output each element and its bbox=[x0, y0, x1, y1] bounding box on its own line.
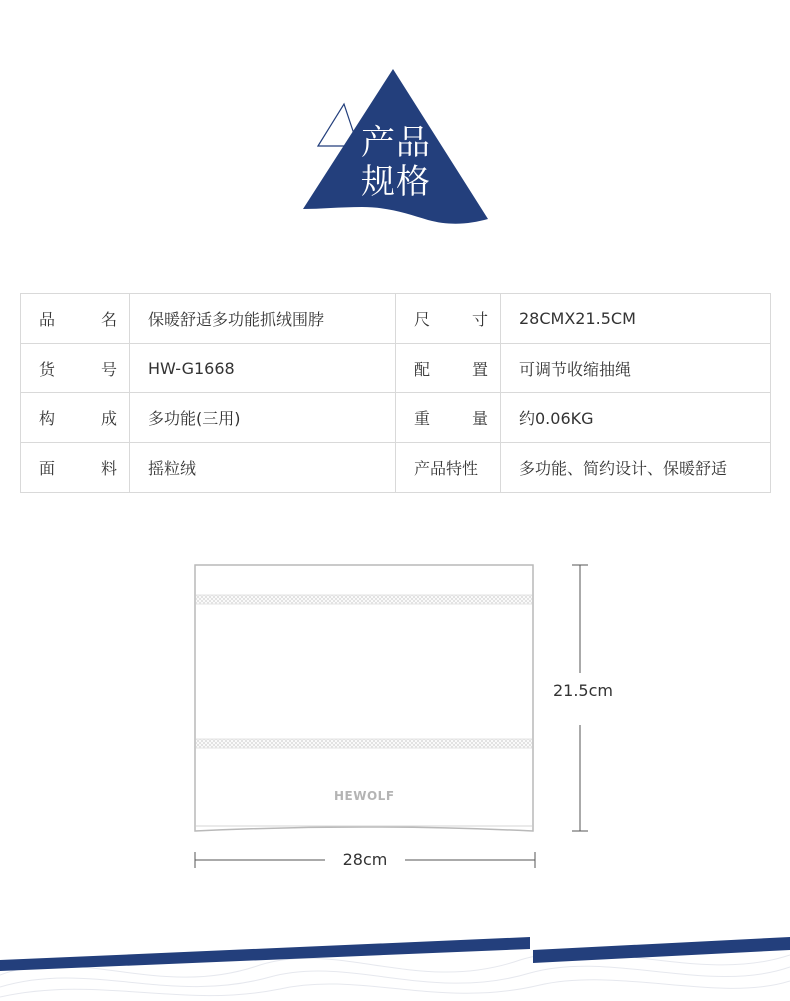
table-row bbox=[21, 442, 771, 492]
spec-value-sku: HW-G1668 bbox=[130, 344, 396, 393]
table-row bbox=[21, 344, 771, 393]
spec-value-fabric: 摇粒绒 bbox=[130, 442, 396, 492]
footer-decoration bbox=[0, 905, 790, 1001]
spec-key-size: 尺 寸 bbox=[396, 294, 501, 344]
spec-key-sku: 货 号 bbox=[21, 344, 130, 393]
height-dimension-label: 21.5cm bbox=[548, 681, 618, 700]
spec-value-size: 28CMX21.5CM bbox=[501, 294, 771, 344]
spec-value-name: 保暖舒适多功能抓绒围脖 bbox=[130, 294, 396, 344]
spec-value-features: 多功能、简约设计、保暖舒适 bbox=[501, 442, 771, 492]
spec-key-config: 配 置 bbox=[396, 344, 501, 393]
spec-value-composition: 多功能(三用) bbox=[130, 393, 396, 442]
table-row bbox=[21, 393, 771, 442]
spec-key-weight: 重 量 bbox=[396, 393, 501, 442]
spec-value-config: 可调节收缩抽绳 bbox=[501, 344, 771, 393]
wave-stripe-icon bbox=[0, 905, 790, 1001]
page-title bbox=[356, 124, 436, 202]
title-line-1: 产品 bbox=[361, 123, 431, 163]
spec-key-fabric: 面 料 bbox=[21, 442, 130, 492]
product-dimension-drawing bbox=[0, 555, 790, 885]
spec-header-badge bbox=[300, 66, 495, 231]
neck-gaiter-outline-icon bbox=[0, 555, 790, 885]
table-row bbox=[21, 294, 771, 344]
spec-table bbox=[20, 293, 771, 493]
spec-key-features: 产品特性 bbox=[396, 442, 501, 492]
spec-key-name: 品 名 bbox=[21, 294, 130, 344]
brand-logo: HEWOLF bbox=[334, 789, 395, 803]
title-line-2: 规格 bbox=[361, 162, 431, 202]
spec-value-weight: 约0.06KG bbox=[501, 393, 771, 442]
width-dimension-label: 28cm bbox=[330, 850, 400, 869]
spec-key-composition: 构 成 bbox=[21, 393, 130, 442]
